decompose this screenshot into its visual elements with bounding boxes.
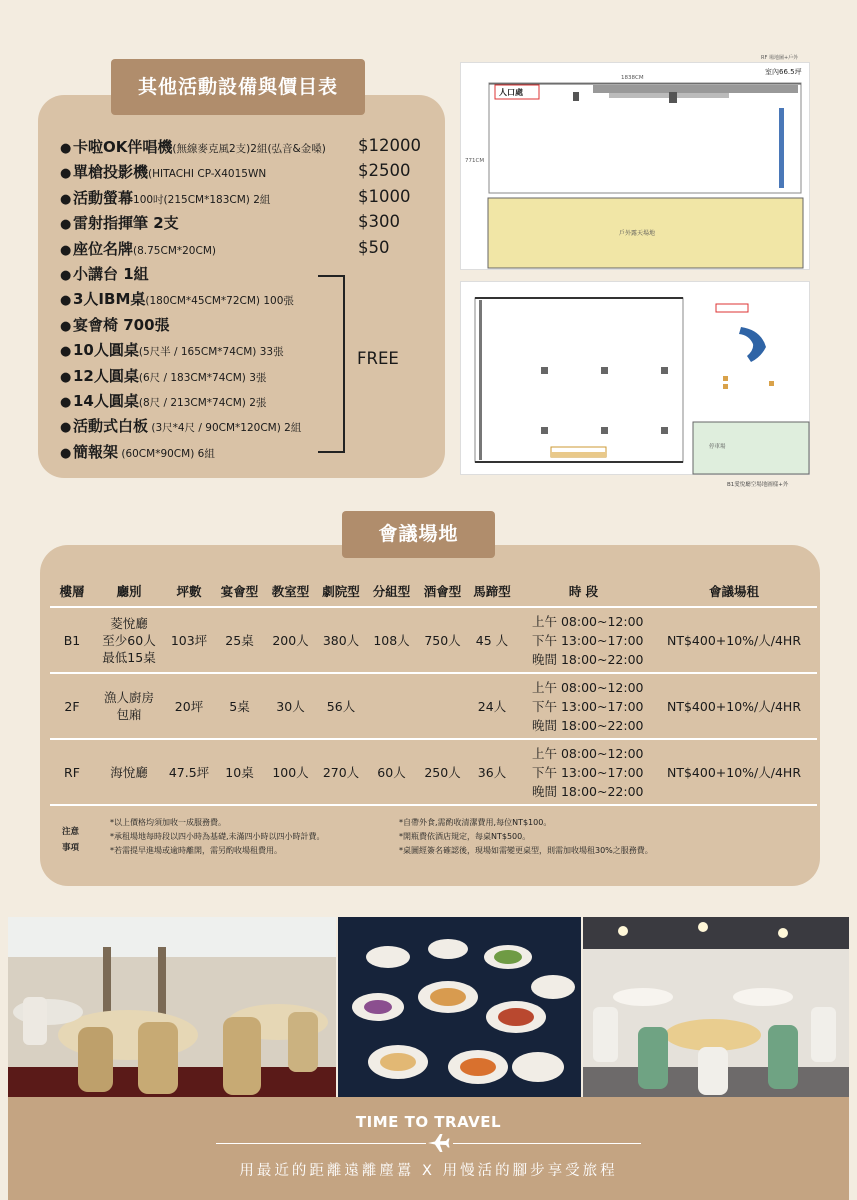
cell-cocktail [417,673,468,739]
item-detail: (6尺 / 183CM*74CM) 3張 [138,371,267,384]
cell-theater: 56人 [316,673,366,739]
bullet-icon: ● [60,293,72,309]
venue-table [50,575,817,806]
item-name: 10人圓桌 [73,341,139,360]
plan-entrance-label: 人口處 [499,88,523,97]
item-name: 宴會椅 700張 [73,315,170,334]
time-slot: 上午 08:00~12:00 [532,679,644,695]
list-item [60,365,440,390]
list-item [60,390,440,415]
cell-hall [94,607,164,673]
cell-rent: NT$400+10%/人/4HR [651,739,817,805]
item-price: $300 [358,212,400,232]
col-header: 教室型 [265,575,316,607]
photo-buffet [338,917,581,1097]
plan-dimension-side: 771CM [465,158,485,164]
cell-floor: RF [50,739,94,805]
cell-ushape: 36人 [468,739,516,805]
bullet-icon: ● [60,420,72,436]
item-price: $50 [358,237,390,257]
time-slot: 上午 08:00~12:00 [532,745,644,761]
floor-plan-rf [460,55,810,270]
item-name: 座位名牌 [73,239,134,258]
item-name: 14人圓桌 [73,391,139,410]
notes-left [110,816,325,858]
footer [8,1097,849,1200]
col-header: 樓層 [50,575,94,607]
note-item: *承租場地每時段以四小時為基礎,未滿四小時以四小時計費。 [110,832,325,841]
item-name: 簡報架 [73,442,119,461]
item-price: $1000 [358,186,411,206]
cell-banquet: 25桌 [214,607,265,673]
col-header: 廳別 [94,575,164,607]
hall-line: 海悅廳 [110,764,148,780]
col-header: 馬蹄型 [468,575,516,607]
cell-times [516,673,651,739]
cell-hall [94,673,164,739]
cell-banquet: 5桌 [214,673,265,739]
bullet-icon: ● [60,318,72,334]
cell-area: 20坪 [164,673,214,739]
footer-divider-left [216,1143,426,1144]
bullet-icon: ● [60,191,72,207]
table-header-row [50,575,817,607]
list-item [60,238,440,263]
list-item [60,415,440,440]
floor-plan-b1 [460,281,810,488]
item-detail: (HITACHI CP-X4015WN [148,168,267,181]
notes-label-line: 事項 [62,843,80,853]
equipment-title: 其他活動設備與價目表 [111,59,365,115]
note-item: *若需提早進場或逾時離開，需另酌收場租費用。 [110,846,282,855]
notes-label-line: 注意 [62,827,80,837]
photo-round-tables [583,917,849,1097]
cell-rent: NT$400+10%/人/4HR [651,673,817,739]
hall-line: 最低15桌 [102,649,156,665]
cell-banquet: 10桌 [214,739,265,805]
item-name: 小講台 1組 [73,264,149,283]
cell-classroom: 200人 [265,607,316,673]
bullet-icon: ● [60,267,72,283]
cell-cocktail: 750人 [417,607,468,673]
plan-area-label: 室內66.5坪 [765,68,802,76]
cell-group [366,673,417,739]
cell-group: 108人 [366,607,417,673]
photo-banquet-hall [8,917,336,1097]
note-item: *桌圖經簽名確認後，現場如需變更桌型，則需加收場租30%之服務費。 [399,846,653,855]
table-row [50,607,817,673]
time-slot: 晚間 18:00~22:00 [532,717,644,733]
hall-line: 菱悅廳 [110,615,148,631]
cell-theater: 270人 [316,739,366,805]
cell-ushape: 24人 [468,673,516,739]
bullet-icon: ● [60,166,72,182]
table-row [50,739,817,805]
time-slot: 晚間 18:00~22:00 [532,651,644,667]
item-name: 雷射指揮筆 2支 [73,214,179,233]
bullet-icon: ● [60,344,72,360]
footer-divider-right [453,1143,641,1144]
cell-rent: NT$400+10%/人/4HR [651,607,817,673]
notes-right [399,816,653,858]
item-detail: (8.75CM*20CM) [133,244,216,257]
photo-round-tables-image [583,917,849,1097]
item-name: 單槍投影機 [73,163,149,182]
col-header: 酒會型 [417,575,468,607]
bullet-icon: ● [60,217,72,233]
equipment-list [60,136,440,466]
item-name: 12人圓桌 [73,366,139,385]
col-header: 坪數 [164,575,214,607]
free-label: FREE [357,349,399,368]
list-item [60,187,440,212]
time-slot: 下午 13:00~17:00 [532,698,644,714]
item-detail: (5尺半 / 165CM*74CM) 33張 [138,346,284,359]
list-item [60,288,440,313]
col-header: 劇院型 [316,575,366,607]
floor-plan-b1-drawing [461,282,811,476]
cell-times [516,607,651,673]
col-header: 分組型 [366,575,417,607]
bullet-icon: ● [60,394,72,410]
note-item: *以上價格均須加收一成服務費。 [110,818,226,827]
cell-cocktail: 250人 [417,739,468,805]
footer-slogan: 用最近的距離遠離塵囂 X 用慢活的腳步享受旅程 [239,1163,618,1179]
col-header: 時 段 [516,575,651,607]
cell-hall [94,739,164,805]
col-header: 宴會型 [214,575,265,607]
hall-line: 漁人廚房 [103,690,154,705]
item-detail: (8尺 / 213CM*74CM) 2張 [138,396,267,409]
item-name: 活動螢幕 [73,188,134,207]
cell-classroom: 30人 [265,673,316,739]
cell-area: 103坪 [164,607,214,673]
cell-floor: B1 [50,607,94,673]
time-slot: 晚間 18:00~22:00 [532,783,644,799]
photo-buffet-image [338,917,581,1097]
airplane-icon [426,1132,450,1154]
time-slot: 上午 08:00~12:00 [532,613,644,629]
cell-classroom: 100人 [265,739,316,805]
note-item: *自帶外食,需酌收清潔費用,每位NT$100。 [399,818,552,827]
list-item [60,136,440,161]
footer-kicker: TIME TO TRAVEL [355,1113,502,1131]
item-name: 活動式白板 [73,417,149,436]
plan-dimension-top: 1838CM [621,75,644,81]
item-detail: (3尺*4尺 / 90CM*120CM) 2組 [148,422,302,435]
plan-outdoor-label: 戶外露天場地 [619,230,656,237]
cell-floor: 2F [50,673,94,739]
free-bracket [318,275,345,453]
list-item [60,212,440,237]
cell-ushape: 45 人 [468,607,516,673]
plan-corner-label: RF 場地圖+戶外 [761,55,799,61]
bullet-icon: ● [60,445,72,461]
time-slot: 下午 13:00~17:00 [532,764,644,780]
bullet-icon: ● [60,242,72,258]
cell-theater: 380人 [316,607,366,673]
bullet-icon: ● [60,141,72,156]
list-item [60,161,440,186]
item-price: $2500 [358,161,411,181]
list-item [60,441,440,466]
plan-caption: B1愛悅廳空場地圖樣+外 [727,482,789,488]
col-header: 會議場租 [651,575,817,607]
bullet-icon: ● [60,369,72,385]
item-detail: 100吋(215CM*183CM) 2組 [133,193,271,206]
notes-label [62,824,79,856]
item-name: 3人IBM桌 [73,290,146,309]
list-item [60,314,440,339]
hall-line: 至少60人 [102,632,156,648]
item-detail: (60CM*90CM) 6組 [118,447,215,460]
item-detail: (無線麥克風2支)2組(弘音&金嗓) [172,143,326,155]
table-row [50,673,817,739]
cell-group: 60人 [366,739,417,805]
item-detail: (180CM*45CM*72CM) 100張 [145,295,294,308]
item-price: $12000 [358,136,421,155]
photo-banquet-hall-image [8,917,336,1097]
note-item: *開瓶費依酒店規定，每桌NT$500。 [399,832,531,841]
cell-area: 47.5坪 [164,739,214,805]
hall-line: 包廂 [116,707,142,722]
plan-side-label: 停車場 [709,444,726,450]
item-name: 卡啦OK伴唱機 [73,138,173,156]
cell-times [516,739,651,805]
list-item [60,263,440,288]
venue-title: 會議場地 [342,511,495,558]
time-slot: 下午 13:00~17:00 [532,632,644,648]
